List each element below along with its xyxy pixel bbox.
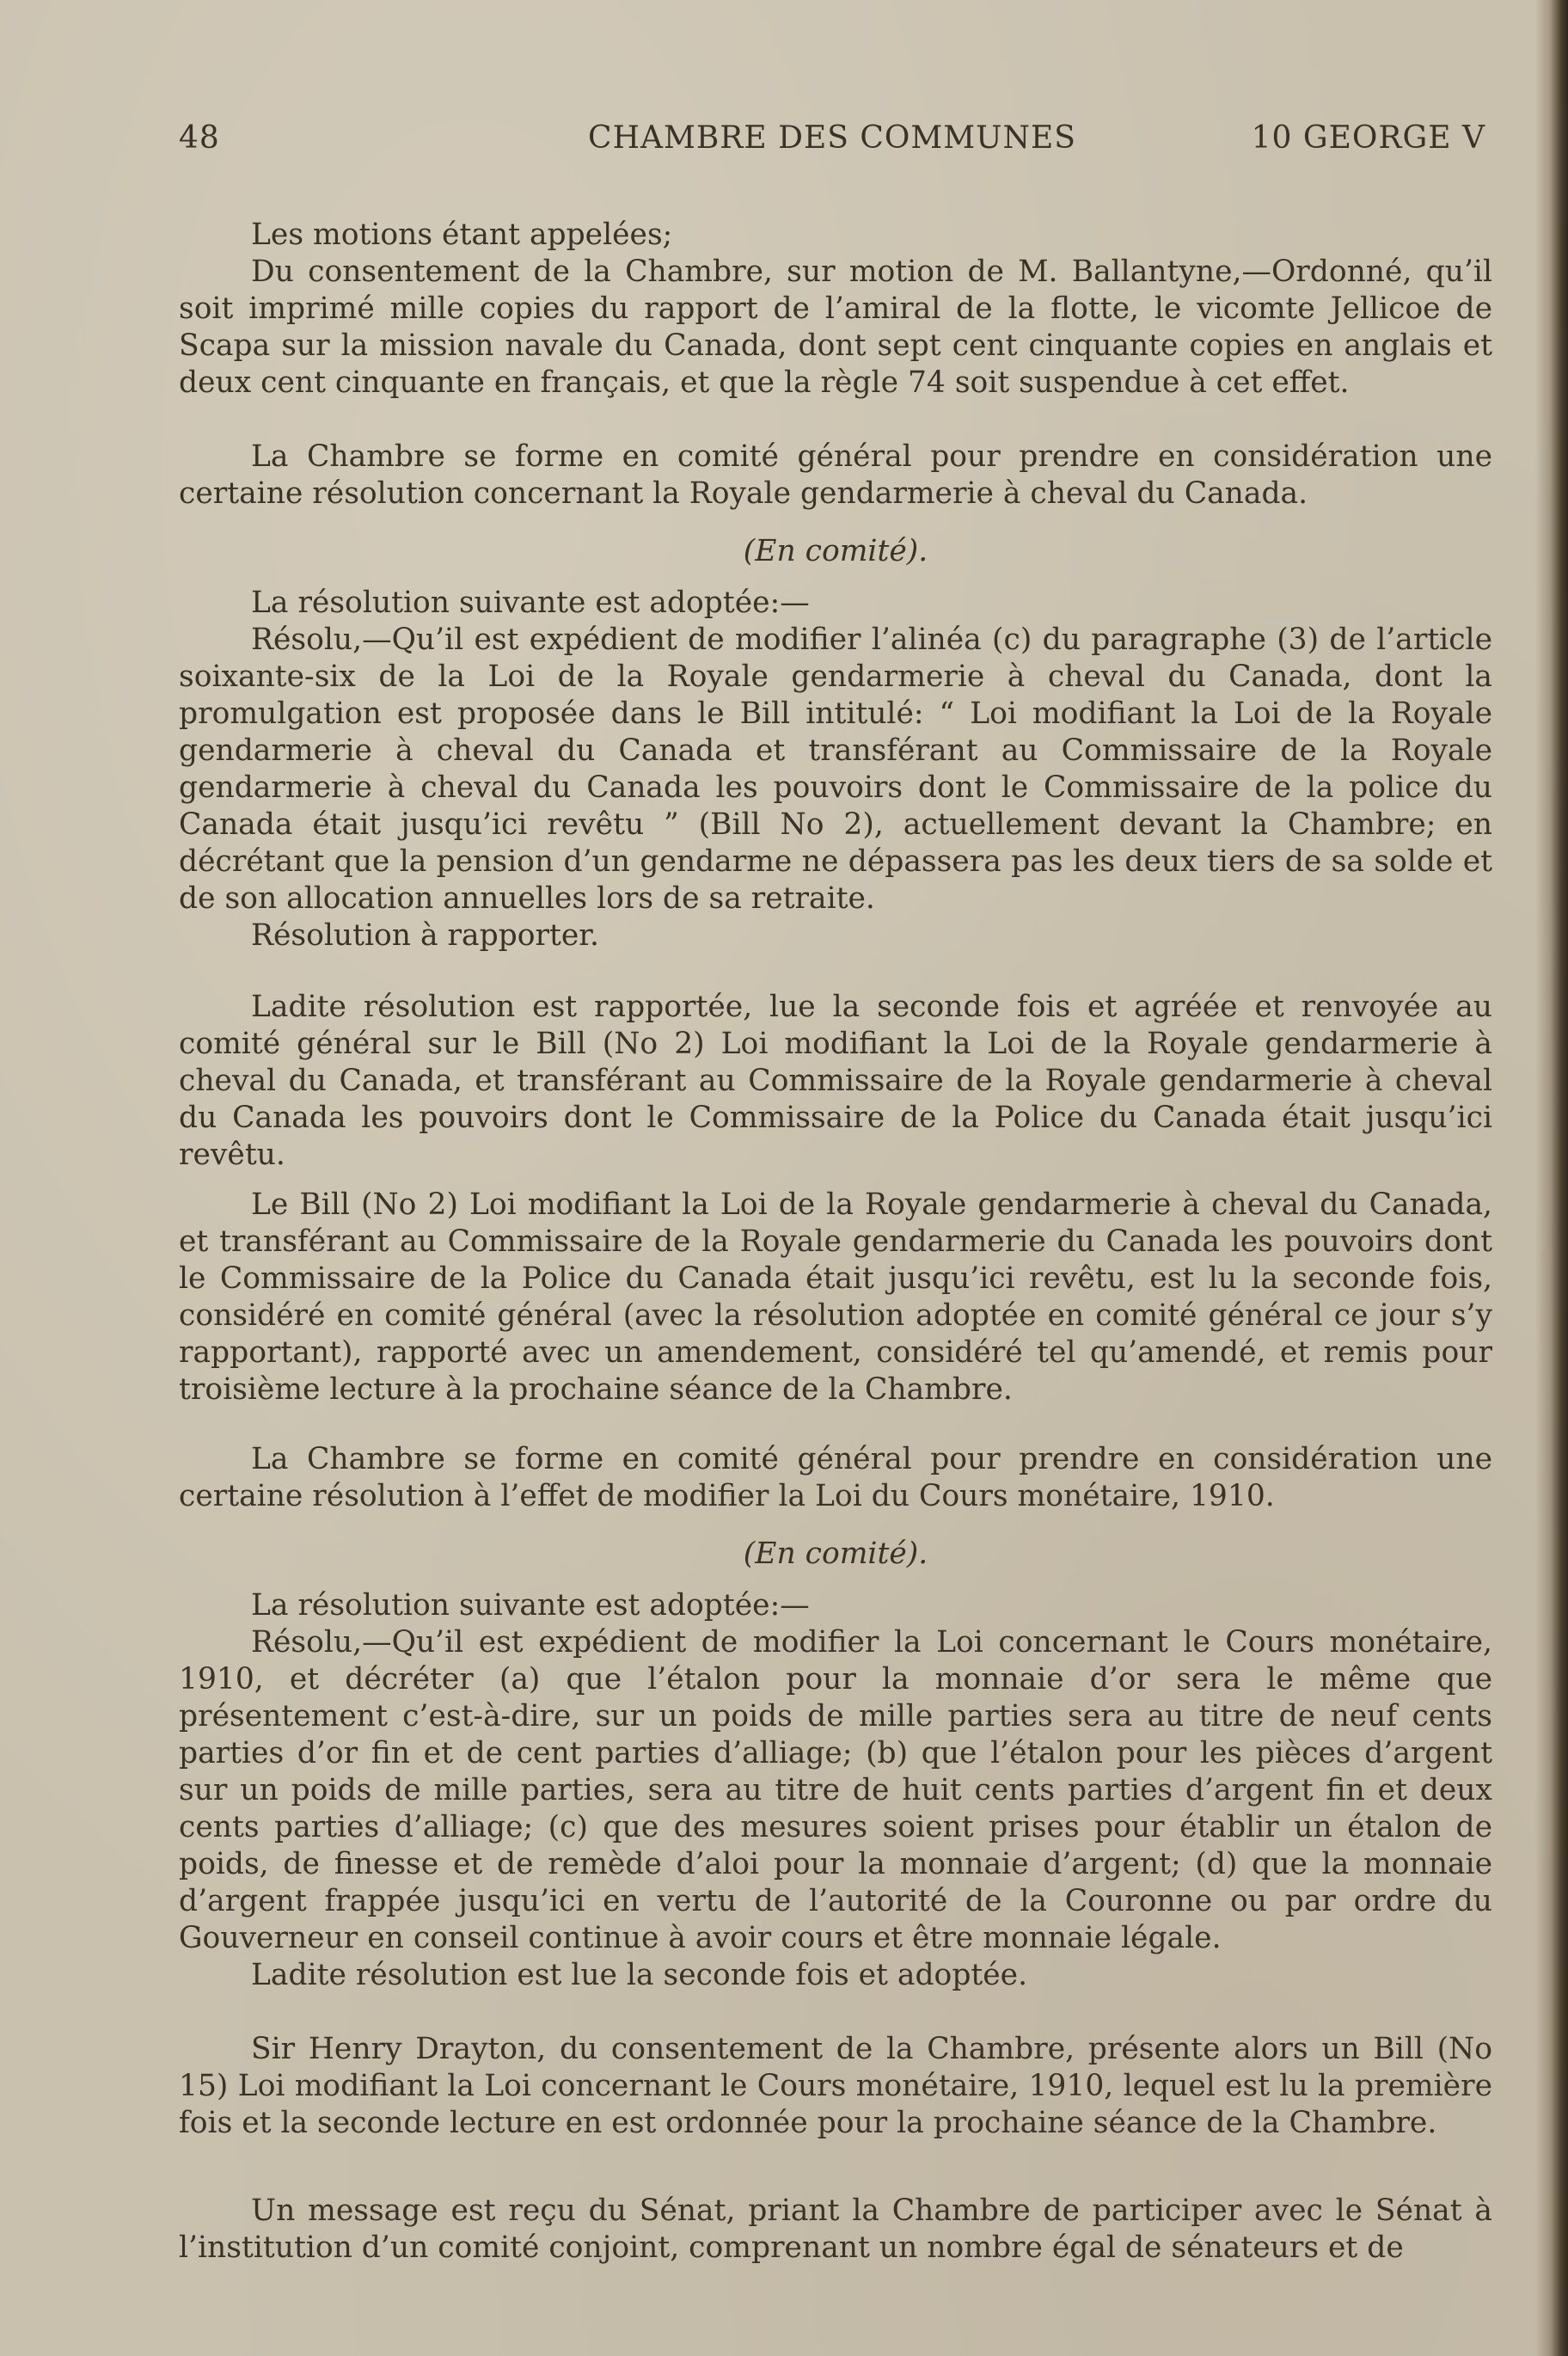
paragraph: Le Bill (No 2) Loi modifiant la Loi de la Royale gendarmerie à cheval du Canada, et transférant au Commissaire de la Royale gendarmerie du Canada les pouvoirs dont le Commissaire de la Police du Canada était jusqu’ici revêtu, est lu la seconde fois, considéré en comité général (avec la résolution adoptée en comité général ce jour s’y rapportant), rapporté avec un amendement, considéré tel qu’amendé, et remis pour troisième lecture à la prochaine séance de la Chambre.	[179, 1187, 1492, 1407]
paragraph: La résolution suivante est adoptée:—	[251, 586, 810, 620]
session-title: 10 GEORGE V	[1251, 120, 1485, 156]
paragraph: Ladite résolution est rapportée, lue la seconde fois et agréée et renvoyée au comité général sur le Bill (No 2) Loi modifiant la Loi de la Royale gendarmerie à cheval du Canada, et transférant au Commissaire de la Royale gendarmerie à cheval du Canada les pouvoirs dont le Commissaire de la Police du Canada était jusqu’ici revêtu.	[179, 990, 1492, 1172]
bill-introduction-section	[179, 2031, 1492, 2142]
paragraph: Ladite résolution est lue la seconde fois et adoptée.	[251, 1958, 1028, 1992]
resolution-section	[179, 585, 1492, 954]
paragraph: La Chambre se forme en comité général pour prendre en considération une certaine résolution à l’effet de modifier la Loi du Cours monétaire, 1910.	[179, 1442, 1492, 1513]
motions-section	[179, 217, 1492, 402]
paragraph: Résolu,—Qu’il est expédient de modifier l’alinéa (c) du paragraphe (3) de l’article soixante-six de la Loi de la Royale gendarmerie à cheval du Canada, dont la promulgation est proposée dans le Bill intitulé: “ Loi modifiant la Loi de la Royale gendarmerie à cheval du Canada et transférant au Commissaire de la Royale gendarmerie à cheval du Canada les pouvoirs dont le Commissaire de la police du Canada était jusqu’ici revêtu ” (Bill No 2), actuellement devant la Chambre; en décrétant que la pension d’un gendarme ne dépassera pas les deux tiers de sa solde et de son allocation annuelles lors de sa retraite.	[179, 623, 1492, 916]
paragraph: Sir Henry Drayton, du consentement de la Chambre, présente alors un Bill (No 15) Loi modifiant la Loi concernant le Cours monétaire, 1910, lequel est lu la première fois et la seconde lecture en est ordonnée pour la prochaine séance de la Chambre.	[179, 2032, 1492, 2140]
paragraph: Les motions étant appelées;	[251, 218, 673, 252]
report-section	[179, 989, 1492, 1174]
paragraph: Un message est reçu du Sénat, priant la Chambre de participer avec le Sénat à l’institution d’un comité conjoint, comprenant un nombre égal de sénateurs et de	[179, 2193, 1492, 2265]
committee-heading: (En comité).	[743, 1537, 928, 1571]
currency-committee-section	[179, 1441, 1492, 1515]
paragraph: Du consentement de la Chambre, sur motion de M. Ballantyne,—Ordonné, qu’il soit imprimé mille copies du rapport de l’amiral de la flotte, le vicomte Jellicoe de Scapa sur la mission navale du Canada, dont sept cent cinquante copies en anglais et deux cent cinquante en français, et que la règle 74 soit suspendue à cet effet.	[179, 255, 1492, 400]
running-title: CHAMBRE DES COMMUNES	[588, 120, 1076, 156]
page-number: 48	[179, 120, 220, 156]
page-binding-edge	[1535, 0, 1568, 2356]
page-header	[179, 120, 1485, 162]
senate-message-section	[179, 2193, 1492, 2267]
paragraph: La Chambre se forme en comité général pour prendre en considération une certaine résolution concernant la Royale gendarmerie à cheval du Canada.	[179, 439, 1492, 511]
bill-section	[179, 1187, 1492, 1408]
paragraph: Résolu,—Qu’il est expédient de modifier la Loi concernant le Cours monétaire, 1910, et décréter (a) que l’étalon pour la monnaie d’or sera le même que présentement c’est-à-dire, sur un poids de mille parties sera au titre de neuf cents parties d’or fin et de cent parties d’alliage; (b) que l’étalon pour les pièces d’argent sur un poids de mille parties, sera au titre de huit cents parties d’argent fin et deux cents parties d’alliage; (c) que des mesures soient prises pour établir un étalon de poids, de finesse et de remède d’aloi pour la monnaie d’argent; (d) que la monnaie d’argent frappée jusqu’ici en vertu de l’autorité de la Couronne ou par ordre du Gouverneur en conseil continue à avoir cours et être monnaie légale.	[179, 1625, 1492, 1955]
paragraph: Résolution à rapporter.	[251, 918, 599, 953]
paragraph: La résolution suivante est adoptée:—	[251, 1588, 810, 1623]
committee-heading: (En comité).	[743, 534, 928, 568]
committee-motion-section	[179, 439, 1492, 512]
currency-resolution-section	[179, 1587, 1492, 1994]
